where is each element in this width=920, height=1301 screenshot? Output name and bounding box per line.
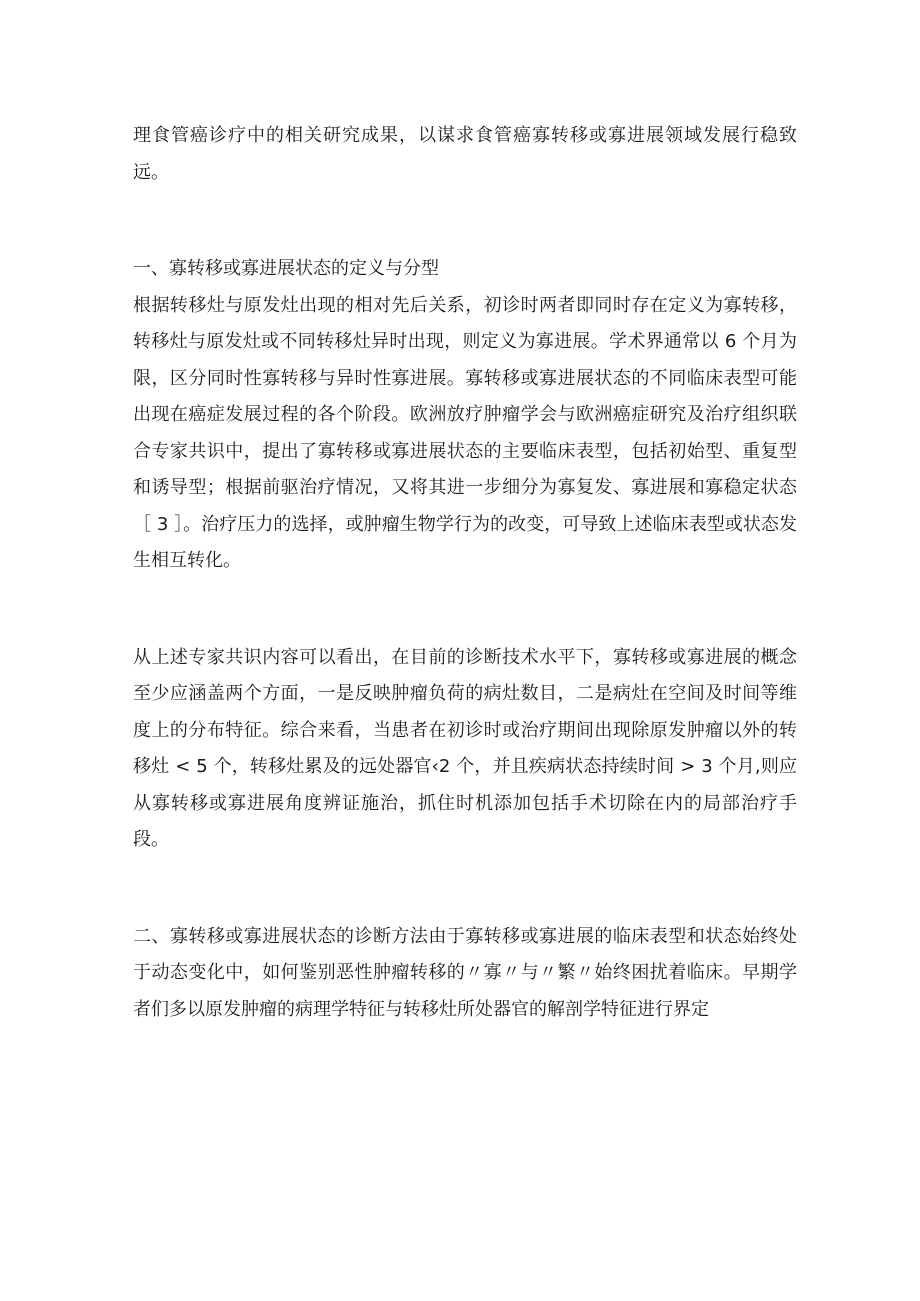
section-heading-1: 一、寡转移或寡进展状态的定义与分型 <box>133 258 439 279</box>
paragraph-consensus: 从上述专家共识内容可以看出，在目前的诊断技术水平下，寡转移或寡进展的概念至少应涵盖两个方面，一是反映肿瘤负荷的病灶数目，二是病灶在空间及时间等维度上的分布特征。综合来看，当患者在初诊时或治疗期间出现除原发肿瘤以外的转移灶 < 5 个，转移灶累及的远处器官‹2 个，并且疾病状态持续时间 > 3 个月,则应从寡转移或寡进展角度辨证施治，抓住时机添加包括手术切除在内的局部治疗手段。 <box>133 646 797 850</box>
paragraph-intro-continuation: 理食管癌诊疗中的相关研究成果，以谋求食管癌寡转移或寡进展领域发展行稳致远。 <box>133 125 797 183</box>
paragraph-section-2-diagnosis: 二、寡转移或寡进展状态的诊断方法由于寡转移或寡进展的临床表型和状态始终处于动态变化中，如何鉴别恶性肿瘤转移的〃寡〃与〃繁〃始终困扰着临床。早期学者们多以原发肿瘤的病理学特征与转移灶所处器官的解剖学特征进行界定 <box>133 925 797 1020</box>
document-body <box>133 118 797 1028</box>
paragraph-definition: 根据转移灶与原发灶出现的相对先后关系，初诊时两者即同时存在定义为寡转移，转移灶与原发灶或不同转移灶异时出现，则定义为寡进展。学术界通常以 6 个月为限，区分同时性寡转移与异时性寡进展。寡转移或寡进展状态的不同临床表型可能出现在癌症发展过程的各个阶段。欧洲放疗肿瘤学会与欧洲癌症研究及治疗组织联合专家共识中，提出了寡转移或寡进展状态的主要临床表型，包括初始型、重复型和诱导型；根据前驱治疗情况，又将其进一步细分为寡复发、寡进展和寡稳定状态［ 3 ］。治疗压力的选择，或肿瘤生物学行为的改变，可导致上述临床表型或状态发生相互转化。 <box>133 294 797 571</box>
